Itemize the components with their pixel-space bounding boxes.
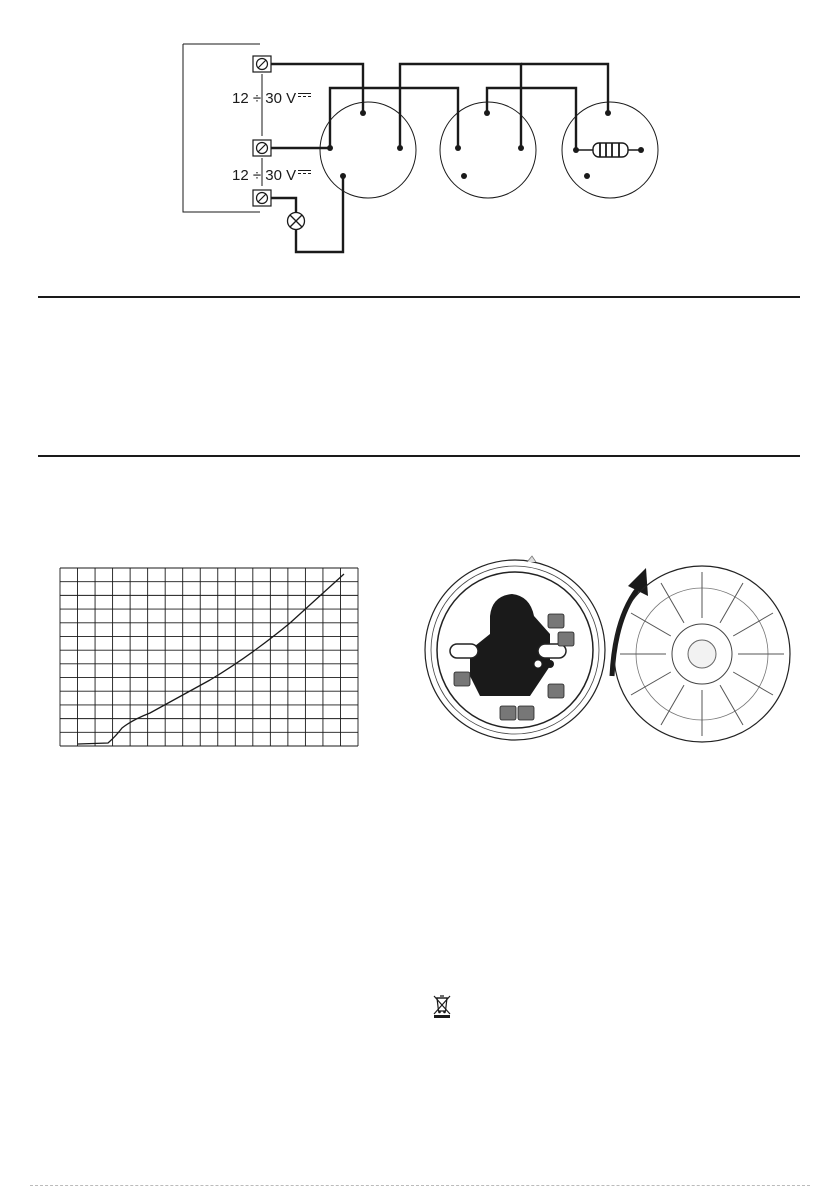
weee-disposal-icon <box>431 994 453 1018</box>
terminal-2 <box>253 140 271 156</box>
wiring-diagram-svg <box>0 0 840 270</box>
dc-symbol-icon <box>298 93 311 101</box>
control-panel-box <box>183 44 260 212</box>
section-divider-1 <box>38 296 800 298</box>
terminal-3 <box>253 190 271 206</box>
supply-voltage-label-2 <box>232 168 311 183</box>
end-of-line-resistor <box>576 143 641 157</box>
response-curve-graph <box>60 568 360 748</box>
dc-symbol-icon <box>298 170 311 178</box>
page-bottom-edge <box>30 1185 810 1187</box>
rotate-arrow-icon <box>612 586 640 676</box>
supply-voltage-text-1: 12 ÷ 30 V <box>232 90 297 107</box>
mounting-figure <box>420 556 800 756</box>
alarm-lamp <box>288 213 305 230</box>
supply-voltage-text-2: 12 ÷ 30 V <box>232 167 297 184</box>
section-divider-2 <box>38 455 800 457</box>
detector-head <box>614 566 790 742</box>
detector-mounting-base <box>425 556 605 740</box>
terminal-1 <box>253 56 271 72</box>
supply-voltage-label-1 <box>232 91 311 106</box>
